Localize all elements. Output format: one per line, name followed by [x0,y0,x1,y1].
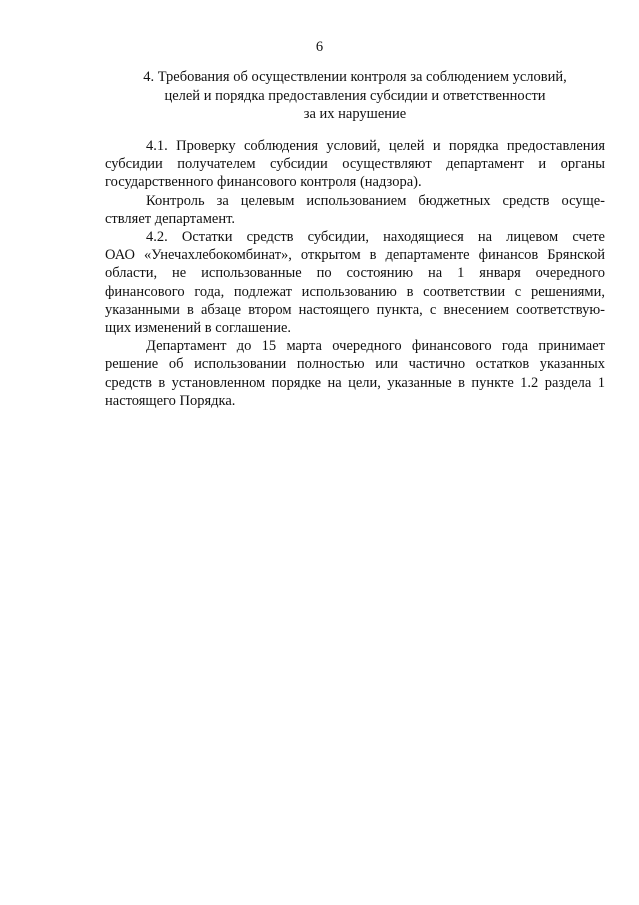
document-body [105,137,605,410]
text-line: средств в установленном порядке на цели, указанные в пункте 1.2 раздела 1 [105,374,605,391]
text-line: ствляет департамент. [105,210,235,227]
text-line: субсидии получателем субсидии осуществляют департамент и органы [105,156,605,173]
text-line: решение об использовании полностью или частично остатков указанных [105,356,605,373]
paragraph-department [105,337,605,410]
text-line: области, не использованные по состоянию на 1 января очередного [105,265,605,282]
text-line: Контроль за целевым использованием бюджетных средств осуще- [146,192,605,209]
text-line: 4.2. Остатки средств субсидии, находящиеся на лицевом счете [146,229,605,246]
heading-line: за их нарушение [303,106,407,122]
heading-line: 4. Требования об осуществлении контроля за соблюдением условий, [143,69,567,85]
text-line: настоящего Порядка. [105,392,236,409]
text-line: государственного финансового контроля (надзора). [105,174,422,191]
section-heading [105,68,605,124]
heading-line: целей и порядка предоставления субсидии и ответственности [164,87,546,104]
text-line: щих изменений в соглашение. [105,320,292,337]
text-line: ОАО «Унечахлебокомбинат», открытом в департаменте финансов Брянской [105,247,605,264]
paragraph-4-1 [105,137,605,192]
text-line: финансового года, подлежат использованию в соответствии с решениями, [105,283,605,300]
paragraph-control [105,192,605,228]
text-line: Департамент до 15 марта очередного финансового года принимает [146,338,605,355]
paragraph-4-2 [105,228,605,337]
page-number: 6 [315,39,324,55]
text-line: 4.1. Проверку соблюдения условий, целей и порядка предоставления [146,138,605,154]
text-line: указанными в абзаце втором настоящего пункта, с внесением соответствую- [105,301,605,318]
